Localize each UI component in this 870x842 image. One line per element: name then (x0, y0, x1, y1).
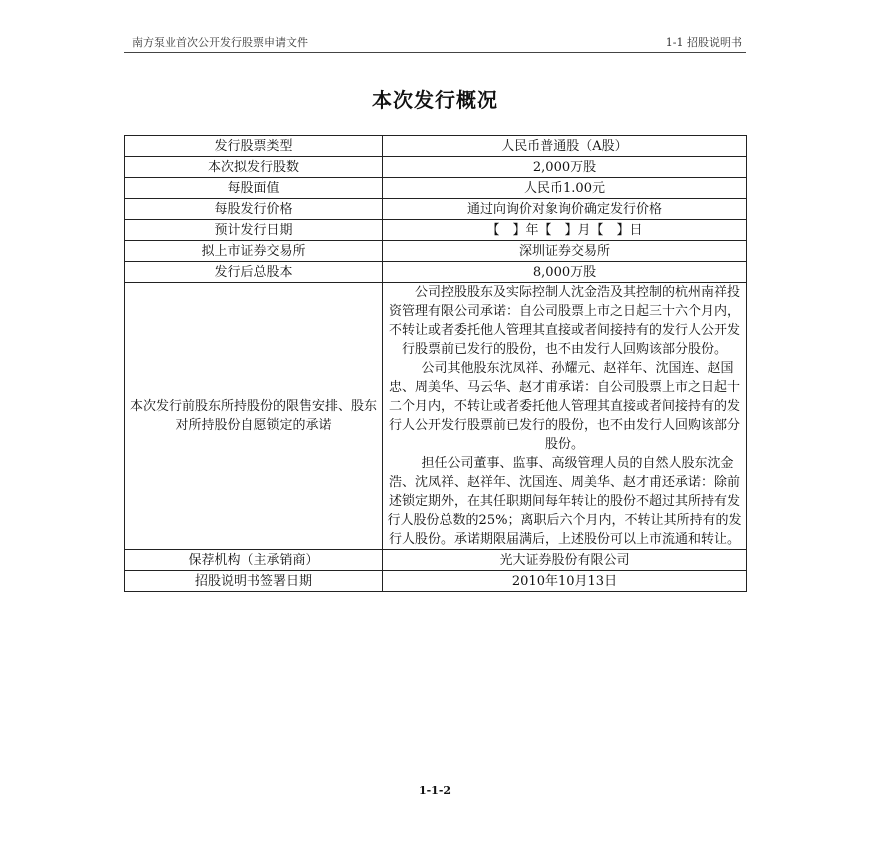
row-label: 预计发行日期 (125, 220, 383, 241)
row-value: 人民币普通股（A股） (383, 136, 747, 157)
row-label: 每股面值 (125, 178, 383, 199)
table-row (125, 178, 747, 199)
table-row (125, 157, 747, 178)
header-divider (124, 52, 746, 53)
offering-summary-table (124, 135, 747, 592)
lockup-row (125, 283, 747, 550)
row-label: 发行股票类型 (125, 136, 383, 157)
row-value: 【 】年【 】月【 】日 (383, 220, 747, 241)
row-label: 本次拟发行股数 (125, 157, 383, 178)
table-row (125, 550, 747, 571)
row-label: 发行后总股本 (125, 262, 383, 283)
row-label: 每股发行价格 (125, 199, 383, 220)
row-value: 2010年10月13日 (383, 571, 747, 592)
table-row (125, 220, 747, 241)
header-section-name: 1-1 招股说明书 (665, 36, 742, 49)
page-number: 1-1-2 (418, 784, 452, 797)
lockup-paragraph: 担任公司董事、监事、高级管理人员的自然人股东沈金浩、沈凤祥、赵祥年、沈国连、周美华、赵才甫还承诺：除前述锁定期外，在其任职期间每年转让的股份不超过其所持有发行人股份总数的25%；离职后六个月内，不转让其所持有的发行人股份。承诺期限届满后，上述股份可以上市流通和转让。 (387, 456, 742, 547)
header-document-name: 南方泵业首次公开发行股票申请文件 (132, 36, 308, 49)
page-title: 本次发行概况 (372, 88, 498, 112)
row-value: 8,000万股 (383, 262, 747, 283)
lockup-commitments (383, 283, 747, 550)
table-row (125, 262, 747, 283)
lockup-paragraph: 公司其他股东沈凤祥、孙耀元、赵祥年、沈国连、赵国忠、周美华、马云华、赵才甫承诺：自公司股票上市之日起十二个月内，不转让或者委托他人管理其直接或者间接持有的发行人公开发行股票前已发行的股份，也不由发行人回购该部分股份。 (388, 361, 740, 452)
row-label: 拟上市证券交易所 (125, 241, 383, 262)
table-row (125, 571, 747, 592)
row-value: 2,000万股 (383, 157, 747, 178)
row-value: 深圳证券交易所 (383, 241, 747, 262)
lockup-label: 本次发行前股东所持股份的限售安排、股东对所持股份自愿锁定的承诺 (125, 283, 383, 550)
row-value: 光大证券股份有限公司 (383, 550, 747, 571)
row-label: 保荐机构（主承销商） (125, 550, 383, 571)
row-label: 招股说明书签署日期 (125, 571, 383, 592)
row-value: 人民币1.00元 (383, 178, 747, 199)
lockup-paragraph: 公司控股股东及实际控制人沈金浩及其控制的杭州南祥投资管理有限公司承诺：自公司股票上市之日起三十六个月内，不转让或者委托他人管理其直接或者间接持有的发行人公开发行股票前已发行的股份，也不由发行人回购该部分股份。 (388, 285, 740, 357)
row-value: 通过向询价对象询价确定发行价格 (383, 199, 747, 220)
table-row (125, 136, 747, 157)
table-row (125, 199, 747, 220)
table-row (125, 241, 747, 262)
